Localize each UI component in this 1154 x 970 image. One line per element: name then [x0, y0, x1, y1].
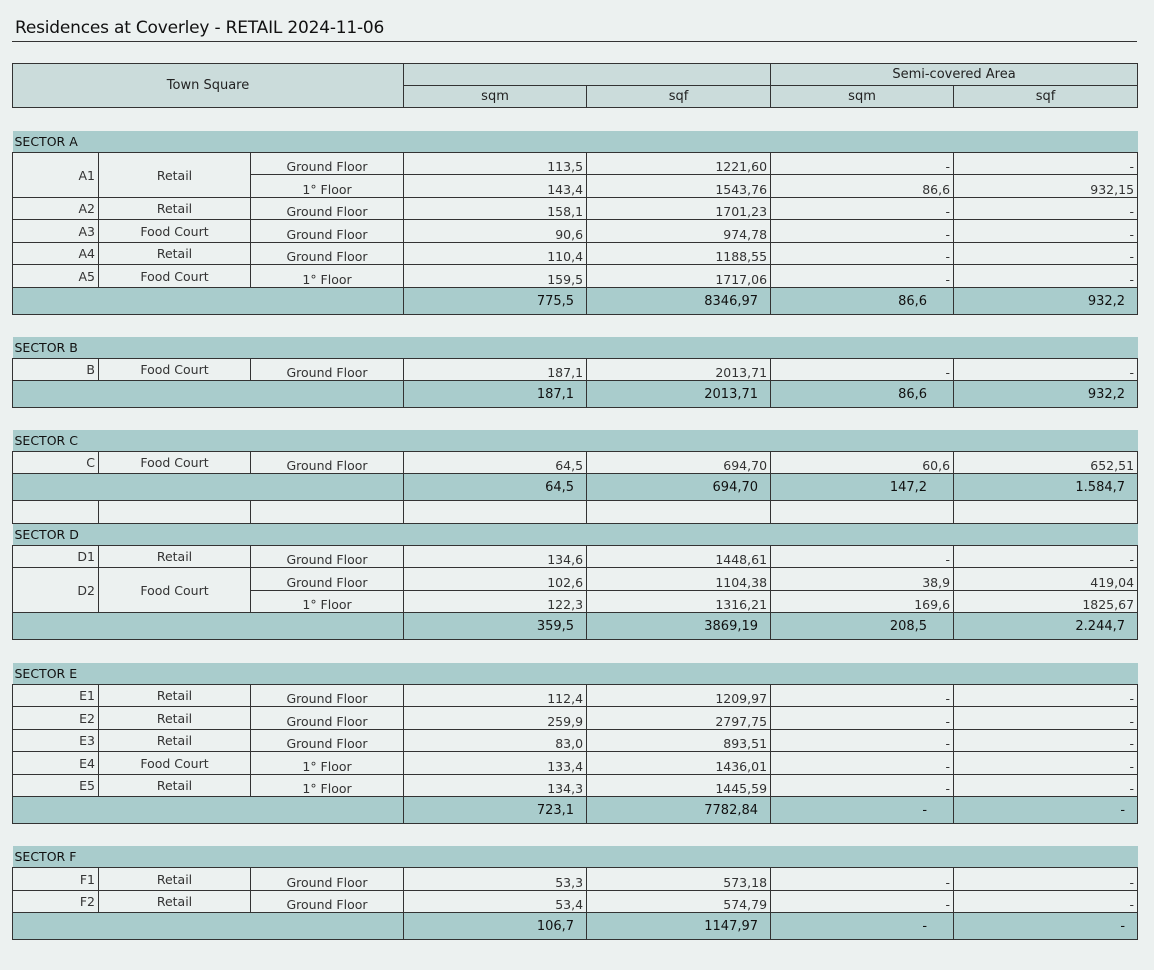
- semi-sqf: -: [954, 153, 1138, 175]
- unit-floor: Ground Floor: [251, 685, 404, 707]
- unit-type: Retail: [99, 685, 251, 707]
- unit-floor: 1° Floor: [251, 591, 404, 613]
- semi-sqf: -: [954, 730, 1138, 752]
- title-underline: [12, 41, 1137, 42]
- area-sqf: 2013,71: [587, 359, 771, 381]
- sector-total-row: [13, 381, 1138, 408]
- unit-id: E3: [13, 730, 99, 752]
- area-sqf: 974,78: [587, 220, 771, 243]
- semi-sqf: 419,04: [954, 568, 1138, 591]
- total-sqm: 106,7: [404, 913, 587, 940]
- semi-covered-header: Semi-covered Area: [771, 64, 1138, 86]
- table-row: [13, 868, 1138, 891]
- sector-header: [13, 663, 1138, 685]
- semi-sqm: -: [771, 198, 954, 220]
- table-row: [13, 752, 1138, 775]
- total-semi-sqm: 86,6: [771, 288, 954, 315]
- unit-type: Retail: [99, 730, 251, 752]
- semi-sqf: -: [954, 359, 1138, 381]
- unit-floor: Ground Floor: [251, 546, 404, 568]
- area-sqf: 1316,21: [587, 591, 771, 613]
- total-sqf: 7782,84: [587, 797, 771, 824]
- unit-floor: 1° Floor: [251, 265, 404, 288]
- total-sqf: 8346,97: [587, 288, 771, 315]
- table-row: [13, 685, 1138, 707]
- retail-area-table: [12, 63, 1138, 940]
- semi-sqm: 38,9: [771, 568, 954, 591]
- table-row: [13, 707, 1138, 730]
- total-sqm: 775,5: [404, 288, 587, 315]
- page-title: Residences at Coverley - RETAIL 2024-11-06: [15, 18, 385, 38]
- table-row: [13, 775, 1138, 797]
- unit-type: Food Court: [99, 752, 251, 775]
- unit-floor: 1° Floor: [251, 752, 404, 775]
- unit-type: Retail: [99, 891, 251, 913]
- total-semi-sqf: 932,2: [954, 288, 1138, 315]
- semi-sqf: -: [954, 243, 1138, 265]
- sector-total-row: [13, 474, 1138, 501]
- total-semi-sqf: 2.244,7: [954, 613, 1138, 640]
- sector-total-row: [13, 613, 1138, 640]
- unit-id: A2: [13, 198, 99, 220]
- semi-sqm: -: [771, 153, 954, 175]
- area-sqm: 112,4: [404, 685, 587, 707]
- semi-sqf-header: sqf: [954, 86, 1138, 108]
- unit-id: A1: [13, 153, 99, 198]
- unit-floor: Ground Floor: [251, 891, 404, 913]
- table-row: [13, 546, 1138, 568]
- semi-sqf: -: [954, 775, 1138, 797]
- sector-header: [13, 337, 1138, 359]
- total-label-blank: [13, 613, 404, 640]
- total-sqm: 187,1: [404, 381, 587, 408]
- table-row: [13, 220, 1138, 243]
- unit-id: D1: [13, 546, 99, 568]
- unit-type: Food Court: [99, 359, 251, 381]
- unit-floor: Ground Floor: [251, 868, 404, 891]
- total-sqf: 2013,71: [587, 381, 771, 408]
- area-sqf: 1701,23: [587, 198, 771, 220]
- semi-sqf: -: [954, 546, 1138, 568]
- semi-sqm: -: [771, 730, 954, 752]
- unit-floor: Ground Floor: [251, 452, 404, 474]
- table-row: [13, 568, 1138, 591]
- total-label-blank: [13, 474, 404, 501]
- area-sqf: 1436,01: [587, 752, 771, 775]
- unit-type: Food Court: [99, 220, 251, 243]
- header-row-1: [13, 64, 1138, 86]
- unit-type: Retail: [99, 243, 251, 265]
- semi-sqm: -: [771, 685, 954, 707]
- unit-floor: Ground Floor: [251, 730, 404, 752]
- total-semi-sqm: -: [771, 913, 954, 940]
- unit-floor: Ground Floor: [251, 153, 404, 175]
- total-semi-sqf: 1.584,7: [954, 474, 1138, 501]
- unit-id: E1: [13, 685, 99, 707]
- semi-sqm: -: [771, 752, 954, 775]
- total-semi-sqm: 147,2: [771, 474, 954, 501]
- unit-id: A4: [13, 243, 99, 265]
- semi-sqm: 169,6: [771, 591, 954, 613]
- unit-id: C: [13, 452, 99, 474]
- area-header-blank: [404, 64, 771, 86]
- unit-floor: Ground Floor: [251, 220, 404, 243]
- semi-sqm: -: [771, 220, 954, 243]
- area-sqm: 53,4: [404, 891, 587, 913]
- unit-id: D2: [13, 568, 99, 613]
- unit-floor: Ground Floor: [251, 568, 404, 591]
- semi-sqf: -: [954, 752, 1138, 775]
- unit-type: Food Court: [99, 265, 251, 288]
- semi-sqf: -: [954, 891, 1138, 913]
- unit-type: Retail: [99, 198, 251, 220]
- semi-sqm: -: [771, 243, 954, 265]
- area-sqf: 1188,55: [587, 243, 771, 265]
- area-sqm: 102,6: [404, 568, 587, 591]
- total-semi-sqf: 932,2: [954, 381, 1138, 408]
- sector-label: SECTOR C: [13, 430, 1138, 452]
- semi-sqm: -: [771, 707, 954, 730]
- unit-floor: Ground Floor: [251, 243, 404, 265]
- area-sqm: 159,5: [404, 265, 587, 288]
- area-sqf: 1221,60: [587, 153, 771, 175]
- sector-total-row: [13, 913, 1138, 940]
- unit-type: Food Court: [99, 568, 251, 613]
- area-sqm: 259,9: [404, 707, 587, 730]
- total-label-blank: [13, 288, 404, 315]
- area-sqm: 113,5: [404, 153, 587, 175]
- area-sqf: 1445,59: [587, 775, 771, 797]
- total-semi-sqm: 86,6: [771, 381, 954, 408]
- unit-id: B: [13, 359, 99, 381]
- unit-type: Retail: [99, 707, 251, 730]
- sector-header: [13, 846, 1138, 868]
- unit-floor: Ground Floor: [251, 707, 404, 730]
- semi-sqm: -: [771, 891, 954, 913]
- area-sqf: 694,70: [587, 452, 771, 474]
- unit-id: A5: [13, 265, 99, 288]
- table-row: [13, 265, 1138, 288]
- unit-floor: Ground Floor: [251, 198, 404, 220]
- sector-label: SECTOR A: [13, 131, 1138, 153]
- semi-sqf: -: [954, 220, 1138, 243]
- total-sqm: 64,5: [404, 474, 587, 501]
- sqm-header: sqm: [404, 86, 587, 108]
- unit-id: E4: [13, 752, 99, 775]
- unit-floor: 1° Floor: [251, 775, 404, 797]
- unit-type: Retail: [99, 153, 251, 198]
- semi-sqf: -: [954, 265, 1138, 288]
- unit-id: E2: [13, 707, 99, 730]
- total-label-blank: [13, 381, 404, 408]
- semi-sqf: -: [954, 707, 1138, 730]
- semi-sqf: 932,15: [954, 175, 1138, 198]
- area-sqm: 134,6: [404, 546, 587, 568]
- unit-id: F1: [13, 868, 99, 891]
- table-row: [13, 730, 1138, 752]
- area-sqm: 143,4: [404, 175, 587, 198]
- total-label-blank: [13, 797, 404, 824]
- total-label-blank: [13, 913, 404, 940]
- total-semi-sqm: 208,5: [771, 613, 954, 640]
- total-semi-sqm: -: [771, 797, 954, 824]
- semi-sqf: -: [954, 868, 1138, 891]
- unit-id: A3: [13, 220, 99, 243]
- area-sqf: 1209,97: [587, 685, 771, 707]
- area-sqm: 158,1: [404, 198, 587, 220]
- semi-sqm: 60,6: [771, 452, 954, 474]
- unit-type: Retail: [99, 775, 251, 797]
- table-row: [13, 153, 1138, 175]
- area-sqf: 573,18: [587, 868, 771, 891]
- area-sqf: 1717,06: [587, 265, 771, 288]
- area-sqm: 83,0: [404, 730, 587, 752]
- total-sqm: 723,1: [404, 797, 587, 824]
- area-sqm: 122,3: [404, 591, 587, 613]
- sector-header: [13, 524, 1138, 546]
- total-semi-sqf: -: [954, 913, 1138, 940]
- total-sqm: 359,5: [404, 613, 587, 640]
- area-sqm: 53,3: [404, 868, 587, 891]
- area-sqf: 893,51: [587, 730, 771, 752]
- sector-label: SECTOR F: [13, 846, 1138, 868]
- sector-total-row: [13, 797, 1138, 824]
- table-row: [13, 891, 1138, 913]
- area-sqf: 2797,75: [587, 707, 771, 730]
- area-sqf: 1448,61: [587, 546, 771, 568]
- semi-sqf: -: [954, 685, 1138, 707]
- unit-id: E5: [13, 775, 99, 797]
- table-row: [13, 452, 1138, 474]
- unit-id: F2: [13, 891, 99, 913]
- sector-total-row: [13, 288, 1138, 315]
- area-sqm: 187,1: [404, 359, 587, 381]
- sector-header: [13, 131, 1138, 153]
- area-sqm: 133,4: [404, 752, 587, 775]
- semi-sqm: -: [771, 359, 954, 381]
- total-sqf: 3869,19: [587, 613, 771, 640]
- area-sqf: 574,79: [587, 891, 771, 913]
- area-sqf: 1104,38: [587, 568, 771, 591]
- total-sqf: 694,70: [587, 474, 771, 501]
- total-sqf: 1147,97: [587, 913, 771, 940]
- semi-sqf: -: [954, 198, 1138, 220]
- unit-floor: Ground Floor: [251, 359, 404, 381]
- blank-row: [13, 501, 1138, 524]
- semi-sqm: 86,6: [771, 175, 954, 198]
- sector-label: SECTOR D: [13, 524, 1138, 546]
- semi-sqm: -: [771, 775, 954, 797]
- area-sqm: 134,3: [404, 775, 587, 797]
- table-row: [13, 359, 1138, 381]
- area-sqm: 110,4: [404, 243, 587, 265]
- sqf-header: sqf: [587, 86, 771, 108]
- town-square-header: Town Square: [13, 64, 404, 108]
- unit-floor: 1° Floor: [251, 175, 404, 198]
- area-sqm: 90,6: [404, 220, 587, 243]
- area-sqm: 64,5: [404, 452, 587, 474]
- unit-type: Food Court: [99, 452, 251, 474]
- semi-sqm-header: sqm: [771, 86, 954, 108]
- sector-label: SECTOR E: [13, 663, 1138, 685]
- semi-sqm: -: [771, 265, 954, 288]
- table-row: [13, 198, 1138, 220]
- semi-sqm: -: [771, 868, 954, 891]
- table-row: [13, 243, 1138, 265]
- unit-type: Retail: [99, 546, 251, 568]
- semi-sqm: -: [771, 546, 954, 568]
- total-semi-sqf: -: [954, 797, 1138, 824]
- semi-sqf: 1825,67: [954, 591, 1138, 613]
- sector-label: SECTOR B: [13, 337, 1138, 359]
- area-sqf: 1543,76: [587, 175, 771, 198]
- sector-header: [13, 430, 1138, 452]
- semi-sqf: 652,51: [954, 452, 1138, 474]
- unit-type: Retail: [99, 868, 251, 891]
